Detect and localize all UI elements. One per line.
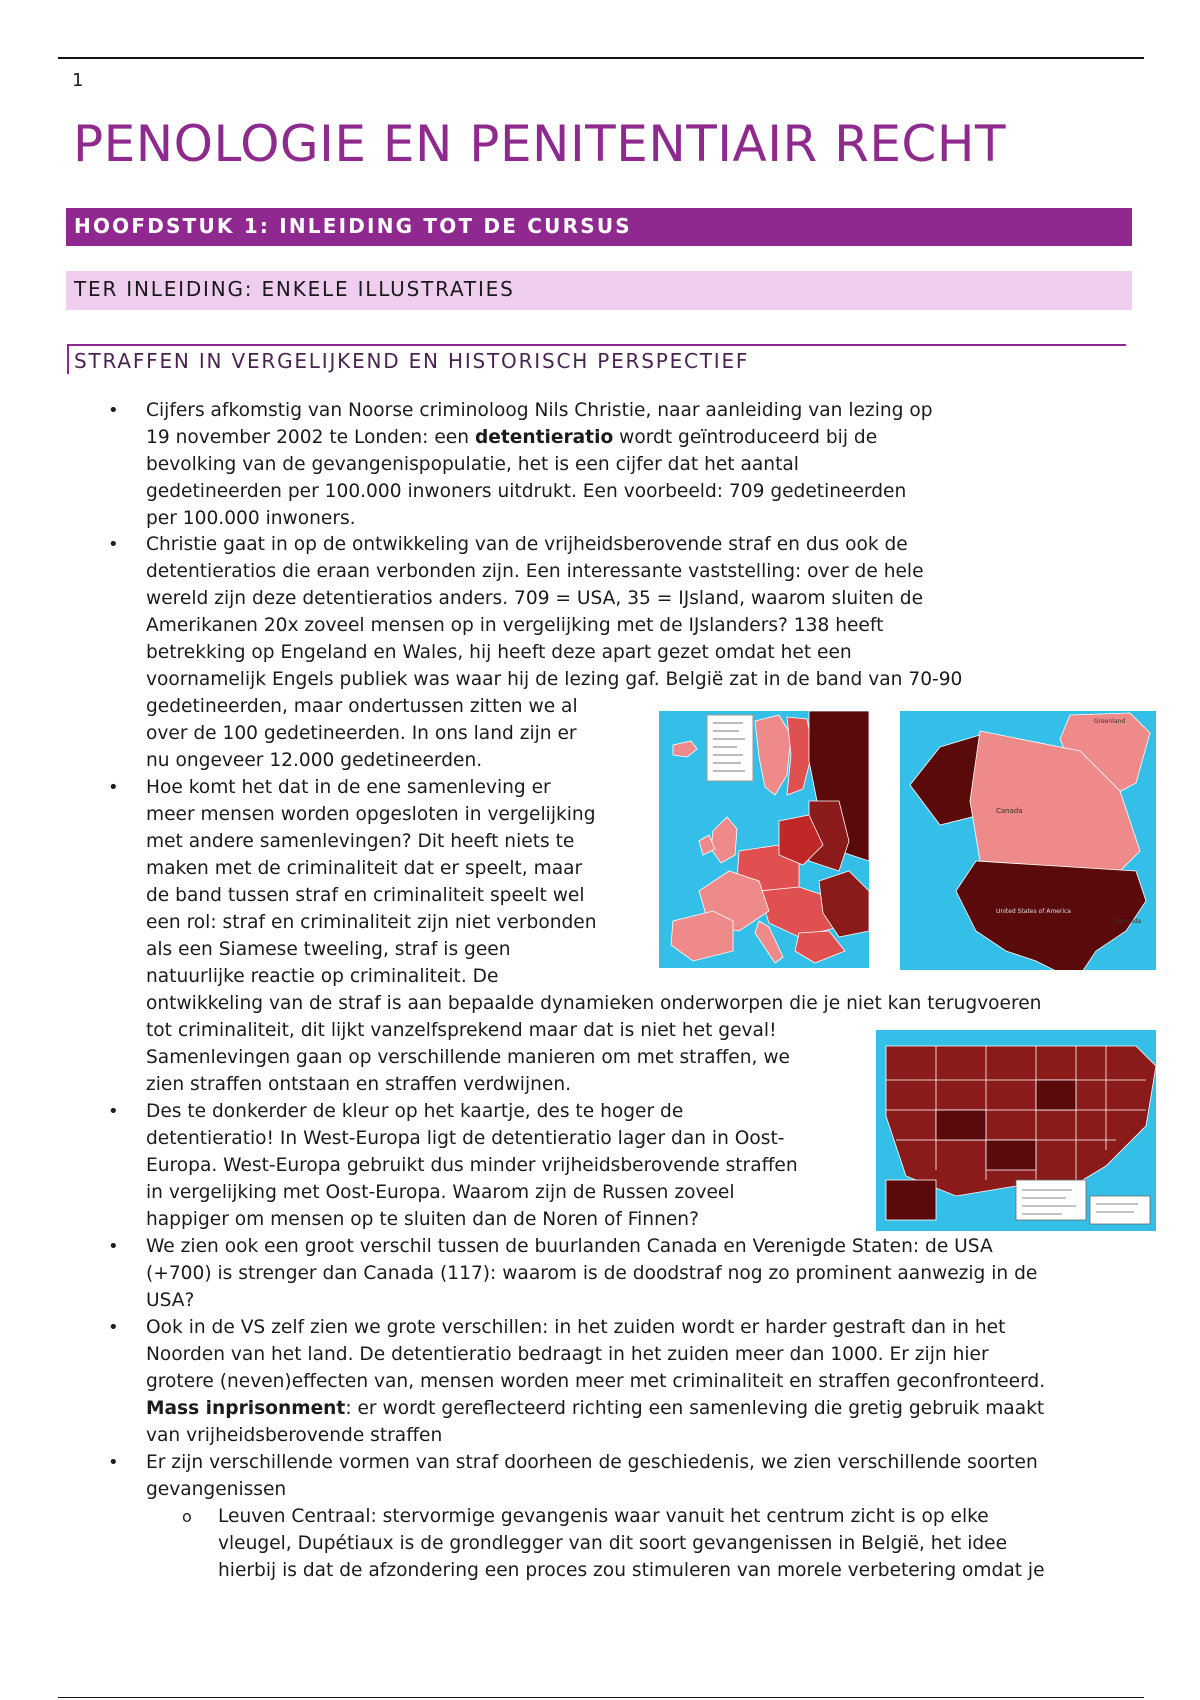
- bullet-marker: •: [108, 1236, 119, 1257]
- bullet-marker: •: [108, 1101, 119, 1122]
- text-line: betrekking op Engeland en Wales, hij heeft deze apart gezet omdat het een: [146, 642, 852, 663]
- text-line: bevolking van de gevangenispopulatie, het is een cijfer dat het aantal: [146, 454, 799, 475]
- subsection-heading: STRAFFEN IN VERGELIJKEND EN HISTORISCH PERSPECTIEF: [67, 344, 1126, 374]
- text-line: natuurlijke reactie op criminaliteit. De: [146, 966, 499, 987]
- text-line: (+700) is strenger dan Canada (117): waarom is de doodstraf nog zo prominent aanwezig in de: [146, 1263, 1038, 1284]
- text-line: Er zijn verschillende vormen van straf doorheen de geschiedenis, we zien verschillende soorten: [146, 1452, 1038, 1473]
- bottom-rule: [58, 1697, 1144, 1698]
- term-mass-inprisonment: Mass inprisonment: [146, 1398, 346, 1419]
- term-detentieratio: detentieratio: [474, 427, 614, 448]
- text-line: Leuven Centraal: stervormige gevangenis waar vanuit het centrum zicht is op elke: [218, 1506, 989, 1527]
- text-line: over de 100 gedetineerden. In ons land zijn er: [146, 723, 577, 744]
- text-line: grotere (neven)effecten van, mensen worden meer met criminaliteit en straffen geconfronteerd.: [146, 1371, 1046, 1392]
- text-line: tot criminaliteit, dit lijkt vanzelfsprekend maar dat is niet het geval!: [146, 1020, 777, 1041]
- north-america-detention-map: [900, 711, 1156, 970]
- text-line: detentieratio! In West-Europa ligt de detentieratio lager dan in Oost-: [146, 1128, 785, 1149]
- greenland-label: Greenland: [1094, 718, 1126, 725]
- text-line: maken met de criminaliteit dat er speelt, maar: [146, 858, 583, 879]
- document-title: PENOLOGIE EN PENITENTIAIR RECHT: [73, 115, 1006, 173]
- text-line: meer mensen worden opgesloten in vergelijking: [146, 804, 596, 825]
- text-line: van vrijheidsberovende straffen: [146, 1425, 443, 1446]
- text-line: gevangenissen: [146, 1479, 287, 1500]
- text-line: zien straffen ontstaan en straffen verdwijnen.: [146, 1074, 572, 1095]
- usa-states-map-graphic: [876, 1030, 1156, 1231]
- text-line: voornamelijk Engels publiek was waar hij de lezing gaf. België zat in de band van 70-90: [146, 669, 963, 690]
- text-line: Mass inprisonment: er wordt gereflecteerd richting een samenleving die gretig gebruik maakt: [146, 1398, 1045, 1419]
- text-line: Hoe komt het dat in de ene samenleving er: [146, 777, 551, 798]
- text-line: hierbij is dat de afzondering een proces zou stimuleren van morele verbetering omdat je: [218, 1560, 1045, 1581]
- bullet-marker: •: [108, 400, 119, 421]
- text-line: Europa. West-Europa gebruikt dus minder vrijheidsberovende straffen: [146, 1155, 798, 1176]
- sub-bullet-marker: o: [182, 1507, 192, 1526]
- text-line: happiger om mensen op te sluiten dan de Noren of Finnen?: [146, 1209, 699, 1230]
- text-line: Samenlevingen gaan op verschillende manieren om met straffen, we: [146, 1047, 790, 1068]
- text-line: de band tussen straf en criminaliteit speelt wel: [146, 885, 585, 906]
- bullet-marker: •: [108, 777, 119, 798]
- canada-label: Canada: [996, 807, 1023, 815]
- europe-detention-map: [659, 711, 869, 968]
- usa-label: United States of America: [996, 908, 1071, 915]
- text-line: Ook in de VS zelf zien we grote verschillen: in het zuiden wordt er harder gestraft dan in het: [146, 1317, 1006, 1338]
- text-line: 19 november 2002 te Londen: een detentieratio wordt geïntroduceerd bij de: [146, 427, 878, 448]
- text-line: detentieratios die eraan verbonden zijn. Een interessante vaststelling: over de hele: [146, 561, 924, 582]
- chapter-heading: HOOFDSTUK 1: INLEIDING TOT DE CURSUS: [66, 208, 1132, 246]
- text-line: gedetineerden per 100.000 inwoners uitdrukt. Een voorbeeld: 709 gedetineerden: [146, 481, 907, 502]
- europe-map-graphic: [659, 711, 869, 968]
- text-line: wereld zijn deze detentieratios anders. 709 = USA, 35 = IJsland, waarom sluiten de: [146, 588, 924, 609]
- text-line: ontwikkeling van de straf is aan bepaalde dynamieken onderworpen die je niet kan terugvoeren: [146, 993, 1042, 1014]
- text-line: Des te donkerder de kleur op het kaartje, des te hoger de: [146, 1101, 684, 1122]
- text-line: een rol: straf en criminaliteit zijn niet verbonden: [146, 912, 597, 933]
- text-line: USA?: [146, 1290, 195, 1311]
- text-line: Amerikanen 20x zoveel mensen op in vergelijking met de IJslanders? 138 heeft: [146, 615, 884, 636]
- north-america-map-graphic: [900, 711, 1156, 970]
- bullet-marker: •: [108, 534, 119, 555]
- text-line: nu ongeveer 12.000 gedetineerden.: [146, 750, 483, 771]
- section-heading: TER INLEIDING: ENKELE ILLUSTRATIES: [66, 271, 1132, 310]
- text-line: Noorden van het land. De detentieratio bedraagt in het zuiden meer dan 1000. Er zijn hier: [146, 1344, 989, 1365]
- text-line: met andere samenlevingen? Dit heeft niets te: [146, 831, 575, 852]
- text-line: per 100.000 inwoners.: [146, 508, 356, 529]
- text-line: We zien ook een groot verschil tussen de buurlanden Canada en Verenigde Staten: de USA: [146, 1236, 993, 1257]
- text-line: als een Siamese tweeling, straf is geen: [146, 939, 511, 960]
- text-line: gedetineerden, maar ondertussen zitten we al: [146, 696, 578, 717]
- usa-states-detention-map: [876, 1030, 1156, 1231]
- text-line: Cijfers afkomstig van Noorse criminoloog Nils Christie, naar aanleiding van lezing op: [146, 400, 933, 421]
- text-line: Christie gaat in op de ontwikkeling van de vrijheidsberovende straf en dus ook de: [146, 534, 908, 555]
- text-line: vleugel, Dupétiaux is de grondlegger van dit soort gevangenissen in België, het idee: [218, 1533, 1008, 1554]
- text-line: in vergelijking met Oost-Europa. Waarom zijn de Russen zoveel: [146, 1182, 735, 1203]
- bullet-marker: •: [108, 1452, 119, 1473]
- page-number: 1: [72, 70, 84, 91]
- bullet-marker: •: [108, 1317, 119, 1338]
- bermuda-label: Bermuda: [1114, 918, 1142, 925]
